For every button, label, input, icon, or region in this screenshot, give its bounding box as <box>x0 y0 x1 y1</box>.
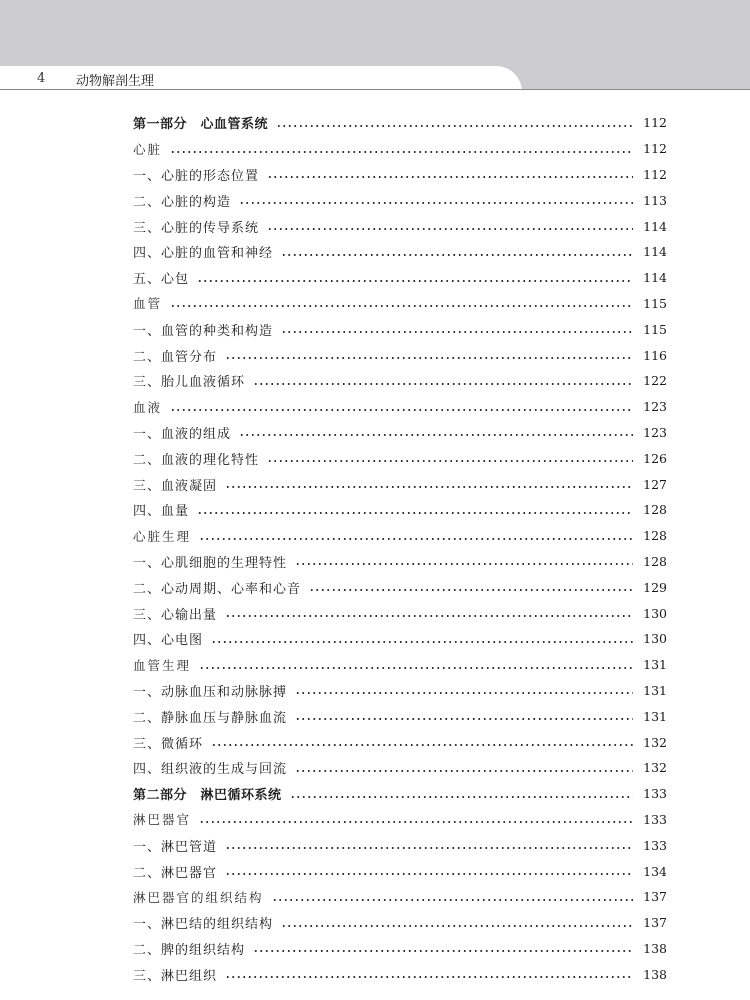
toc-entry <box>133 961 667 987</box>
toc-leader-dots <box>295 563 633 565</box>
toc-entry-title: 淋巴器官的组织结构 <box>133 889 264 905</box>
toc-entry-title: 二、脾的组织结构 <box>133 942 246 958</box>
toc-entry-page: 116 <box>643 347 667 363</box>
toc-leader-dots <box>170 409 633 411</box>
toc-entry <box>133 574 667 600</box>
toc-entry-page: 128 <box>643 502 667 518</box>
toc-entry <box>133 523 667 549</box>
toc-entry-page: 134 <box>643 863 667 879</box>
toc-leader-dots <box>197 280 633 282</box>
toc-entry-title: 三、微循环 <box>133 736 204 752</box>
toc-leader-dots <box>225 873 633 875</box>
toc-entry-title: 第二部分 淋巴循环系统 <box>133 788 282 804</box>
toc-leader-dots <box>197 512 633 514</box>
toc-entry-title: 二、淋巴器官 <box>133 865 218 881</box>
toc-entry-title: 一、心脏的形态位置 <box>133 168 260 184</box>
toc-entry-page: 114 <box>643 244 667 260</box>
toc-entry <box>133 755 667 781</box>
toc-leader-dots <box>211 744 633 746</box>
toc-entry-page: 128 <box>643 553 667 569</box>
toc-entry-title: 血液 <box>133 399 163 415</box>
toc-entry <box>133 807 667 833</box>
toc-leader-dots <box>276 125 633 127</box>
toc-entry <box>133 652 667 678</box>
table-of-contents <box>133 110 667 987</box>
toc-leader-dots <box>199 821 633 823</box>
header-rule <box>0 89 750 90</box>
toc-entry-title: 四、血量 <box>133 504 190 520</box>
toc-entry-title: 第一部分 心血管系统 <box>133 117 269 133</box>
toc-leader-dots <box>170 151 633 153</box>
toc-entry-title: 二、心动周期、心率和心音 <box>133 581 302 597</box>
toc-entry <box>133 729 667 755</box>
toc-entry-title: 心脏 <box>133 141 163 157</box>
toc-entry <box>133 110 667 136</box>
toc-leader-dots <box>281 331 633 333</box>
toc-entry-page: 132 <box>643 760 667 776</box>
toc-entry <box>133 703 667 729</box>
toc-leader-dots <box>281 925 633 927</box>
toc-leader-dots <box>267 176 633 178</box>
toc-entry <box>133 858 667 884</box>
toc-entry <box>133 600 667 626</box>
toc-leader-dots <box>239 434 633 436</box>
toc-entry-title: 一、淋巴管道 <box>133 839 218 855</box>
page-number: 4 <box>37 71 46 86</box>
toc-entry-page: 131 <box>643 682 667 698</box>
toc-entry-title: 一、动脉血压和动脉脉搏 <box>133 684 288 700</box>
toc-leader-dots <box>199 667 633 669</box>
toc-entry-page: 137 <box>643 915 667 931</box>
toc-leader-dots <box>272 899 633 901</box>
toc-entry-title: 三、淋巴组织 <box>133 968 218 984</box>
toc-entry-page: 114 <box>643 218 667 234</box>
toc-entry <box>133 549 667 575</box>
toc-entry-page: 132 <box>643 734 667 750</box>
toc-entry-page: 115 <box>643 321 667 337</box>
toc-entry-title: 一、淋巴结的组织结构 <box>133 917 274 933</box>
toc-entry <box>133 781 667 807</box>
toc-entry-title: 二、静脉血压与静脉血流 <box>133 710 288 726</box>
toc-entry <box>133 342 667 368</box>
toc-entry <box>133 678 667 704</box>
toc-entry <box>133 187 667 213</box>
toc-entry <box>133 884 667 910</box>
toc-entry <box>133 239 667 265</box>
toc-entry-page: 131 <box>643 657 667 673</box>
toc-entry-page: 127 <box>643 476 667 492</box>
toc-entry-page: 122 <box>643 373 667 389</box>
toc-entry <box>133 445 667 471</box>
toc-entry-title: 五、心包 <box>133 272 190 288</box>
toc-entry-title: 三、血液凝固 <box>133 478 218 494</box>
toc-leader-dots <box>267 228 633 230</box>
toc-entry-page: 114 <box>643 270 667 286</box>
toc-entry-title: 心脏生理 <box>133 528 192 544</box>
toc-entry-page: 130 <box>643 631 667 647</box>
book-title: 动物解剖生理 <box>76 74 155 89</box>
toc-entry <box>133 162 667 188</box>
toc-entry-page: 112 <box>643 166 667 182</box>
toc-entry-page: 126 <box>643 450 667 466</box>
toc-entry-page: 112 <box>643 115 667 131</box>
toc-entry-page: 131 <box>643 708 667 724</box>
toc-entry-title: 一、血液的组成 <box>133 426 232 442</box>
toc-entry-page: 115 <box>643 295 667 311</box>
toc-entry <box>133 394 667 420</box>
toc-entry-page: 130 <box>643 605 667 621</box>
toc-entry <box>133 213 667 239</box>
toc-entry-title: 四、组织液的生成与回流 <box>133 762 288 778</box>
toc-leader-dots <box>211 641 633 643</box>
toc-entry <box>133 471 667 497</box>
toc-entry-page: 133 <box>643 786 667 802</box>
toc-leader-dots <box>267 460 633 462</box>
toc-entry-title: 二、心脏的构造 <box>133 194 232 210</box>
toc-leader-dots <box>225 486 633 488</box>
toc-entry <box>133 832 667 858</box>
toc-entry <box>133 316 667 342</box>
toc-entry-page: 123 <box>643 399 667 415</box>
toc-entry <box>133 497 667 523</box>
toc-entry-page: 113 <box>643 192 667 208</box>
toc-leader-dots <box>239 202 633 204</box>
toc-leader-dots <box>309 589 633 591</box>
toc-entry <box>133 291 667 317</box>
toc-entry-title: 三、心脏的传导系统 <box>133 220 260 236</box>
toc-entry-title: 血管生理 <box>133 657 192 673</box>
toc-leader-dots <box>225 357 633 359</box>
toc-entry <box>133 910 667 936</box>
toc-leader-dots <box>290 796 633 798</box>
toc-leader-dots <box>281 254 633 256</box>
toc-entry <box>133 936 667 962</box>
toc-leader-dots <box>295 718 633 720</box>
toc-leader-dots <box>170 305 633 307</box>
toc-entry <box>133 265 667 291</box>
toc-entry-page: 129 <box>643 579 667 595</box>
toc-entry-title: 一、心肌细胞的生理特性 <box>133 555 288 571</box>
toc-entry-title: 二、血液的理化特性 <box>133 452 260 468</box>
toc-leader-dots <box>295 692 633 694</box>
toc-entry <box>133 420 667 446</box>
toc-entry-title: 三、胎儿血液循环 <box>133 375 246 391</box>
toc-leader-dots <box>225 976 633 978</box>
toc-entry-title: 一、血管的种类和构造 <box>133 323 274 339</box>
toc-entry-page: 133 <box>643 837 667 853</box>
toc-entry <box>133 136 667 162</box>
toc-entry-page: 138 <box>643 940 667 956</box>
toc-leader-dots <box>199 538 633 540</box>
toc-leader-dots <box>225 615 633 617</box>
toc-entry-title: 淋巴器官 <box>133 812 192 828</box>
toc-entry-page: 128 <box>643 528 667 544</box>
toc-entry-title: 四、心脏的血管和神经 <box>133 246 274 262</box>
toc-entry-page: 123 <box>643 424 667 440</box>
toc-leader-dots <box>253 383 633 385</box>
toc-entry <box>133 368 667 394</box>
toc-entry-page: 138 <box>643 966 667 982</box>
toc-entry-title: 血管 <box>133 296 163 312</box>
toc-entry-page: 112 <box>643 141 667 157</box>
toc-entry-page: 133 <box>643 811 667 827</box>
toc-entry-title: 四、心电图 <box>133 633 204 649</box>
toc-entry-title: 三、心输出量 <box>133 607 218 623</box>
toc-entry-page: 137 <box>643 889 667 905</box>
toc-leader-dots <box>225 847 633 849</box>
toc-entry <box>133 626 667 652</box>
toc-entry-title: 二、血管分布 <box>133 349 218 365</box>
toc-leader-dots <box>253 950 633 952</box>
toc-leader-dots <box>295 770 633 772</box>
